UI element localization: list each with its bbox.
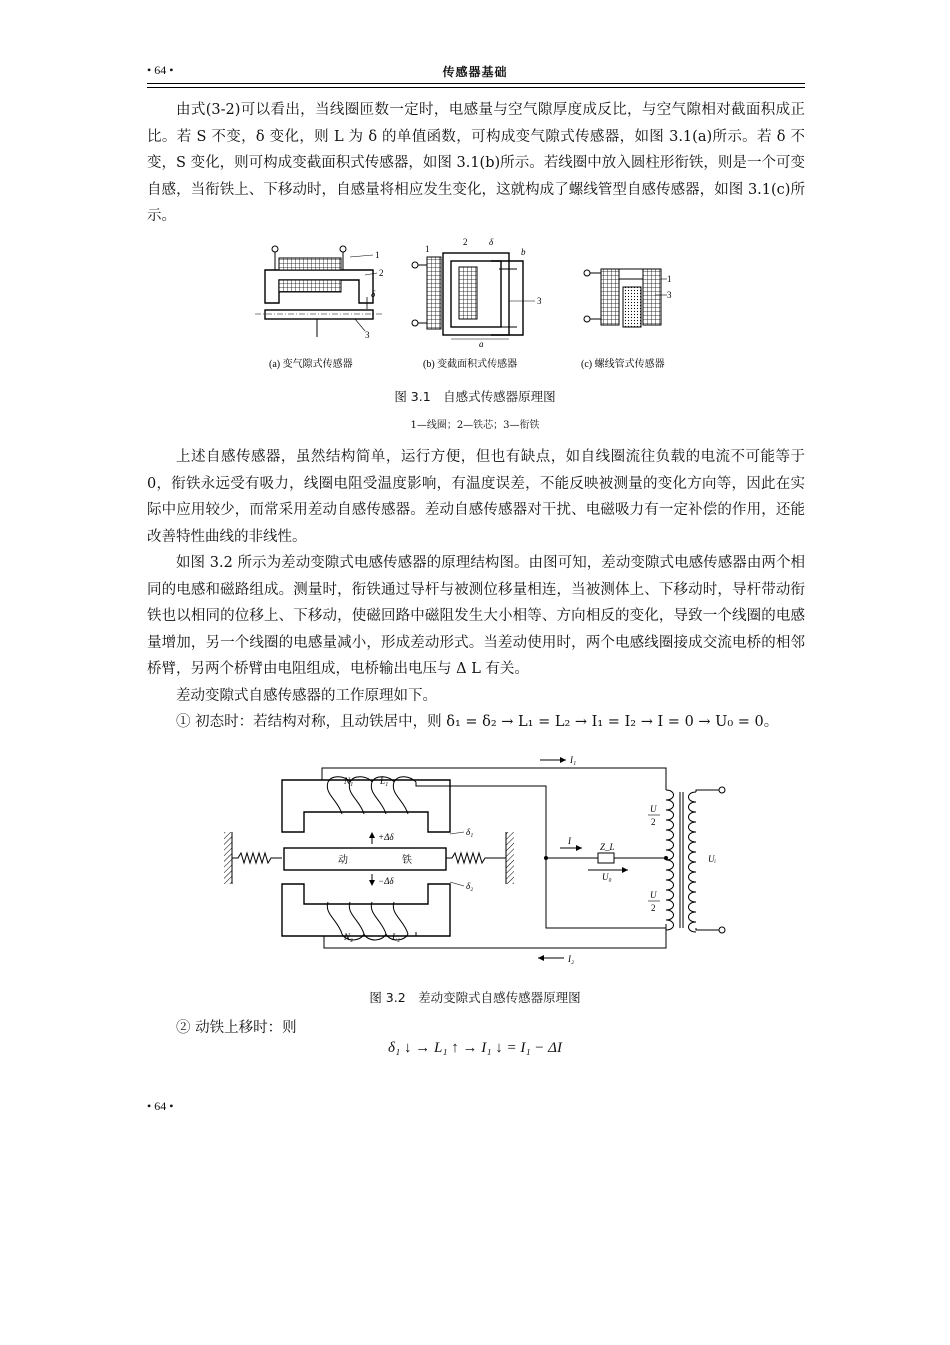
paragraph: 上述自感传感器，虽然结构简单，运行方便，但也有缺点，如自线圈流往负载的电流不可能等于 0，衔铁永远受有吸力，线圈电阻受温度影响，有温度误差，不能反映被测量的变化方向等，因此在实际中应用较少，而常采用差动自感传感器。差动自感传感器对干扰、电磁吸力有一定补偿的作用，还能改善特性曲线的非线性。	[147, 449, 805, 545]
label-I2: I₂	[568, 954, 575, 964]
armature-label-dong: 动	[338, 855, 348, 866]
label-2: 2	[379, 268, 384, 278]
wall-left	[224, 832, 232, 884]
label-minus-delta: −Δδ	[378, 876, 394, 886]
armature-label-tie: 铁	[402, 855, 412, 866]
label-U-half-bottom: U	[650, 890, 657, 900]
figure-3-2-diagram	[220, 752, 740, 970]
figure-3-1a	[255, 246, 384, 340]
label-I1: I₁	[570, 755, 577, 765]
label-3b: 3	[537, 296, 542, 306]
figure-3-1-caption: 图 3.1 自感式传感器原理图	[394, 389, 556, 404]
label-N2: N₂	[344, 932, 354, 942]
label-1: 1	[375, 250, 380, 260]
spring-right	[446, 853, 506, 863]
label-delta2: δ₂	[466, 881, 474, 891]
step-2-paragraph: ② 动铁上移时：则	[176, 1020, 297, 1036]
formula-step-2: δ₁ ↓ → L₁ ↑ → I₁ ↓ = I₁ − ΔI	[388, 1040, 562, 1056]
label-Uo: U₀	[602, 872, 612, 882]
label-L2: L₂	[392, 932, 401, 942]
label-half-top: 2	[651, 817, 656, 827]
label-plus-delta: +Δδ	[378, 832, 394, 842]
label-1c: 1	[667, 274, 672, 284]
header-rule-thin	[147, 87, 805, 88]
label-a: a	[479, 339, 484, 349]
label-Ui: Uᵢ	[708, 854, 716, 864]
lower-core	[282, 884, 450, 936]
upper-core	[282, 780, 450, 832]
paragraph: 差动变隙式自感传感器的工作原理如下。	[176, 687, 437, 704]
header-page-number: • 64 •	[147, 63, 174, 77]
header-rule-thick	[147, 83, 805, 84]
body-text-middle	[147, 444, 805, 736]
label-half-bottom: 2	[651, 903, 656, 913]
terminal-bottom	[719, 927, 725, 933]
paragraph: 由式(3-2)可以看出，当线圈匝数一定时，电感量与空气隙厚度成反比，与空气隙相对截面积成正比。若 S 不变，δ 变化，则 L 为 δ 的单值函数，可构成变气隙式传感器，如图 3.1(a)所示。若 δ 不变，S 变化，则可构成变截面积式传感器，如图 3.1(b)所示。若线圈中放入圆柱形衔铁，则是一个可变自感，当衔铁上、下移动时，自感量将相应发生变化，这就构成了螺线管型自感传感器，如图 3.1(c)所示。	[147, 102, 805, 224]
label-1b: 1	[425, 244, 430, 254]
label-U-half-top: U	[650, 804, 657, 814]
figure-3-1a-label: (a) 变气隙式传感器	[269, 359, 353, 370]
figure-3-1-legend: 1—线圈；2—铁芯；3—衔铁	[410, 420, 540, 431]
terminal-top	[719, 787, 725, 793]
paragraph: 如图 3.2 所示为差动变隙式电感传感器的原理结构图。由图可知，差动变隙式电感传感器由两个相同的电感和磁路组成。测量时，衔铁通过导杆与被测位移量相连，当被测体上、下移动时，导杆带动衔铁也以相同的位移上、下移动，使磁回路中磁阻发生大小相等、方向相反的变化，导致一个线圈的电感量增加，另一个线圈的电感量减小，形成差动形式。当差动使用时，两个电感线圈接成交流电桥的相邻桥臂，另两个桥臂由电阻组成，电桥输出电压与 Δ L 有关。	[147, 555, 805, 677]
label-L1: L₁	[380, 776, 389, 786]
figure-3-2-caption: 图 3.2 差动变隙式自感传感器原理图	[369, 990, 581, 1005]
load-resistor	[598, 853, 614, 863]
footer-page-number: • 64 •	[147, 1099, 174, 1113]
label-delta1: δ₁	[466, 827, 474, 837]
figure-3-1-diagram	[255, 235, 695, 375]
label-delta-b: δ	[489, 237, 494, 247]
label-2b: 2	[463, 237, 468, 247]
label-3: 3	[365, 330, 370, 340]
step-2-text	[147, 1015, 805, 1042]
spring-left	[232, 853, 282, 863]
body-text-top	[147, 97, 805, 230]
label-3c: 3	[667, 290, 672, 300]
figure-3-1c	[584, 269, 672, 327]
label-delta: δ	[371, 289, 376, 299]
header-title: 传感器基础	[442, 65, 508, 79]
label-I: I	[568, 836, 571, 846]
figure-3-1b-label: (b) 变截面积式传感器	[423, 359, 518, 370]
armature	[284, 848, 446, 870]
paragraph-initial-state: ① 初态时：若结构对称，且动铁居中，则 δ₁ = δ₂ → L₁ = L₂ → I₁ = I₂ → I = 0 → U₀ = 0。	[176, 714, 779, 730]
label-ZL: Z_L	[600, 842, 615, 852]
figure-3-1c-label: (c) 螺线管式传感器	[581, 359, 665, 370]
wall-right	[506, 832, 514, 884]
label-N1: N₁	[344, 776, 354, 786]
upper-coil	[327, 777, 416, 814]
label-b: b	[521, 247, 526, 257]
figure-3-1b	[412, 237, 542, 349]
